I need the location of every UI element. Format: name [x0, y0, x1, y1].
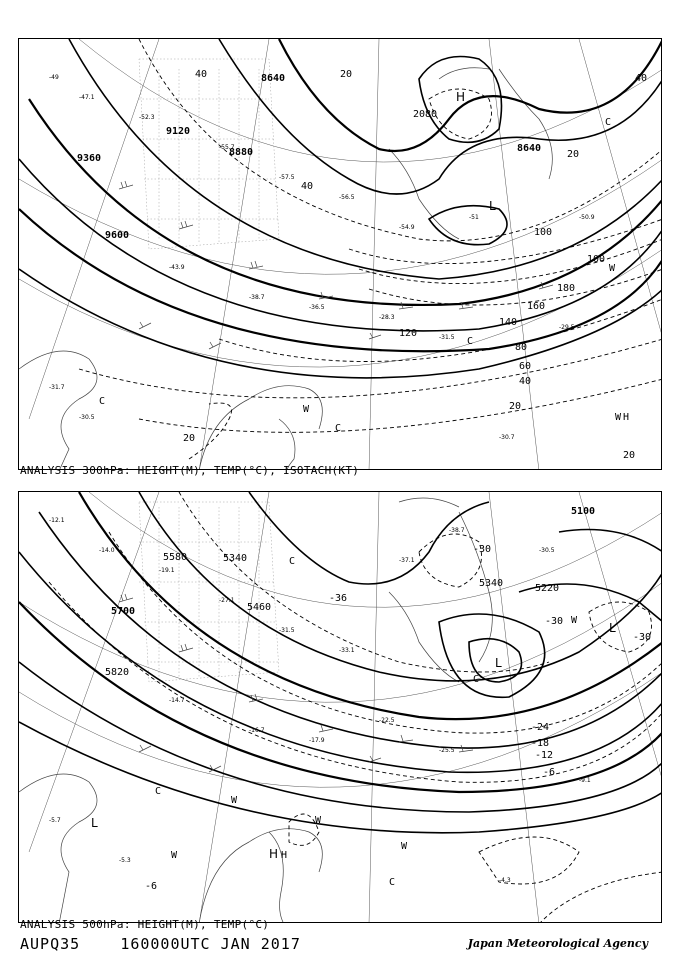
svg-text:-14.0: -14.0 [99, 547, 115, 554]
warm-center-marker: W [571, 615, 578, 626]
temp-label: -36 [329, 593, 348, 604]
height-label: 9600 [105, 230, 130, 241]
isotach-label: 40 [519, 376, 532, 387]
cold-center-marker: C [289, 556, 296, 567]
svg-text:-36.5: -36.5 [309, 304, 325, 311]
isotach-label: 20 [413, 109, 426, 120]
temp-label: -18 [531, 738, 550, 749]
chart-500hpa-map [19, 492, 662, 923]
isotach-label: 60 [519, 361, 532, 372]
svg-text:-22.5: -22.5 [379, 717, 395, 724]
svg-text:-9.1: -9.1 [579, 777, 591, 784]
chart-300hpa-map [19, 39, 662, 470]
svg-text:-19.1: -19.1 [159, 567, 175, 574]
isotach-label: 20 [509, 401, 522, 412]
temp-label: -24 [531, 722, 550, 733]
isotach-label: 40 [301, 181, 314, 192]
isotach-label: 120 [399, 328, 418, 339]
svg-text:-55.7: -55.7 [219, 144, 235, 151]
isotach-label: 80 [515, 342, 528, 353]
cold-center-marker: C [335, 423, 342, 434]
svg-text:-33.1: -33.1 [339, 647, 355, 654]
isotach-label: 40 [635, 73, 648, 84]
svg-text:-12.1: -12.1 [49, 517, 65, 524]
svg-text:-49: -49 [49, 74, 59, 81]
cold-center-marker: C [155, 786, 162, 797]
svg-text:-47.1: -47.1 [79, 94, 95, 101]
svg-text:-14.7: -14.7 [169, 697, 185, 704]
terrain-hatch [139, 59, 279, 249]
warm-center-marker: W [615, 412, 622, 423]
height-label: 5220 [535, 583, 560, 594]
height-label: 9360 [77, 153, 102, 164]
product-header [20, 935, 301, 953]
temp-label: -6 [145, 881, 158, 892]
height-label: 8640 [517, 143, 542, 154]
high-pressure-marker: H [281, 850, 288, 861]
warm-center-marker: W [231, 795, 238, 806]
svg-text:-5.7: -5.7 [49, 817, 61, 824]
chart-300hpa-panel [18, 38, 662, 470]
isotach-label: 100 [534, 227, 553, 238]
isotach-label: 140 [499, 317, 518, 328]
valid-time: 160000UTC JAN 2017 [120, 935, 301, 953]
chart-500hpa-caption: ANALYSIS 500hPa: HEIGHT(M), TEMP(°C) [20, 918, 270, 931]
temp-label: -30 [633, 632, 652, 643]
svg-text:-54.9: -54.9 [399, 224, 415, 231]
chart-500hpa-panel [18, 491, 662, 923]
height-label: 5340 [479, 578, 504, 589]
svg-text:-30.5: -30.5 [79, 414, 95, 421]
height-contours [19, 492, 662, 833]
svg-text:-38.7: -38.7 [249, 294, 265, 301]
svg-text:-16.7: -16.7 [249, 727, 265, 734]
high-pressure-marker: H [456, 90, 466, 104]
isotach-label: 80 [425, 109, 438, 120]
svg-text:-52.3: -52.3 [139, 114, 155, 121]
warm-center-marker: W [401, 841, 408, 852]
height-label: 5340 [223, 553, 248, 564]
map-grid [19, 39, 662, 470]
svg-text:-43.9: -43.9 [169, 264, 185, 271]
svg-text:-37.1: -37.1 [399, 557, 415, 564]
svg-text:-25.5: -25.5 [439, 747, 455, 754]
low-pressure-marker: L [609, 621, 616, 635]
height-label: 5580 [163, 552, 188, 563]
temp-label: -30 [545, 616, 564, 627]
svg-text:-30.7: -30.7 [499, 434, 515, 441]
svg-text:-30.5: -30.5 [539, 547, 555, 554]
temperature-contours [49, 492, 662, 923]
high-pressure-marker: H [269, 847, 279, 861]
temp-label: -30 [473, 544, 492, 555]
low-pressure-marker: L [495, 656, 502, 670]
height-label: 5820 [105, 667, 130, 678]
svg-text:-31.7: -31.7 [49, 384, 65, 391]
isotach-label: 20 [623, 450, 636, 461]
chart-300hpa-caption: ANALYSIS 300hPa: HEIGHT(M), TEMP(°C), ISOTACH(KT) [20, 464, 360, 477]
warm-center-marker: W [315, 815, 322, 826]
isotach-label: 20 [340, 69, 353, 80]
cold-center-marker: C [473, 674, 480, 685]
terrain-hatch [139, 502, 279, 682]
height-label: 8880 [229, 147, 254, 158]
cold-center-marker: C [99, 396, 106, 407]
svg-text:-5.3: -5.3 [119, 857, 131, 864]
warm-center-marker: W [171, 850, 178, 861]
svg-text:-38.7: -38.7 [449, 527, 465, 534]
height-label: 5700 [111, 606, 136, 617]
low-pressure-marker: L [91, 816, 98, 830]
svg-text:-57.5: -57.5 [279, 174, 295, 181]
svg-text:-27.1: -27.1 [219, 597, 235, 604]
height-label: 8640 [261, 73, 286, 84]
product-id: AUPQ35 [20, 935, 81, 953]
cold-center-marker: C [467, 336, 474, 347]
height-label: 5460 [247, 602, 272, 613]
svg-text:-31.5: -31.5 [439, 334, 455, 341]
map-grid [19, 492, 662, 923]
svg-text:-51: -51 [469, 214, 479, 221]
temp-label: -6 [543, 767, 556, 778]
svg-text:-29.5: -29.5 [559, 324, 575, 331]
isotach-label: 100 [587, 254, 606, 265]
isotach-label: 180 [557, 283, 576, 294]
cold-center-marker: C [605, 117, 612, 128]
isotach-label: 20 [183, 433, 196, 444]
svg-text:-56.5: -56.5 [339, 194, 355, 201]
svg-text:-28.3: -28.3 [379, 314, 395, 321]
temp-label: -12 [535, 750, 554, 761]
cold-center-marker: C [389, 877, 396, 888]
high-pressure-marker: H [623, 412, 630, 423]
height-label: 9120 [166, 126, 191, 137]
isotach-label: 160 [527, 301, 546, 312]
height-label: 5100 [571, 506, 596, 517]
warm-center-marker: W [609, 263, 616, 274]
svg-text:-31.5: -31.5 [279, 627, 295, 634]
agency-credit: Japan Meteorological Agency [467, 937, 648, 950]
isotach-label: 40 [195, 69, 208, 80]
isotach-label: 20 [567, 149, 580, 160]
warm-center-marker: W [303, 404, 310, 415]
low-pressure-marker: L [489, 199, 496, 213]
svg-text:-17.9: -17.9 [309, 737, 325, 744]
svg-text:-50.9: -50.9 [579, 214, 595, 221]
svg-text:-4.3: -4.3 [499, 877, 511, 884]
